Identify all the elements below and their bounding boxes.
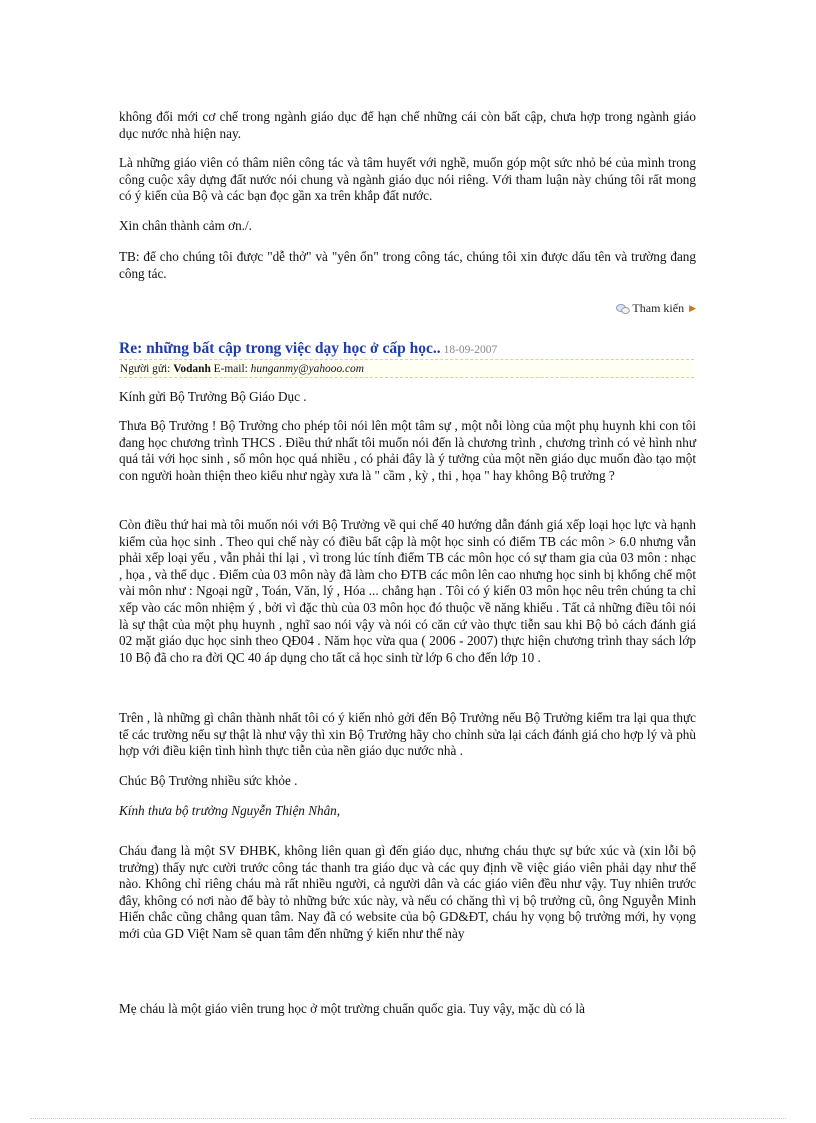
arrow-right-icon: ▶ [689, 303, 696, 313]
post2-paragraph: Kính gửi Bộ Trưởng Bộ Giáo Dục . [119, 389, 307, 404]
post-title[interactable]: Re: những bất cập trong việc dạy học ở cấp học.. [119, 340, 441, 357]
post2-paragraph: Còn điều thứ hai mà tôi muốn nói với Bộ Trưởng về qui chế 40 hướng dẫn đánh giá xếp loại học lực và hạnh kiểm của học sinh . Theo qui chế này có điều bất cập là một học sinh có điểm TB các môn > 6.0 nhưng vẫn phải xếp loại yếu , vẫn phải thi lại , vì trong lúc tính điểm TB các môn học có sự tham gia của 03 môn : nhạc , họa , và thể dục . Điểm của 03 môn này đã làm cho ĐTB các môn lên cao nhưng học sinh bị khống chế một vài môn như : Ngoại ngữ , Toán, Văn, lý , Hóa ... chẳng hạn . Tôi có ý kiến 03 môn học nêu trên chúng ta chỉ xếp vào các môn nhiệm ý , bởi vì đặc thù của 03 môn học đó thuộc về năng khiếu . Tất cả những điều tôi nói là sự thật của một phụ huynh , nghĩ sao nói vậy và nói có căn cứ vào thực tiễn sau khi Bộ bỏ cách đánh giá 02 mặt giáo dục học sinh theo QĐ04 . Năm học vừa qua ( 2006 - 2007) thực hiện chương trình thay sách lớp 10 Bộ đã cho ra đời QC 40 áp dụng cho tất cả học sinh từ lớp 6 cho đến lớp 10 . [119, 517, 696, 665]
post3-paragraph: Cháu đang là một SV ĐHBK, không liên quan gì đến giáo dục, nhưng cháu thực sự bức xúc và (xin lỗi bộ trưởng) thấy nực cười trước công tác thanh tra giáo dục và các quy định về việc giáo viên phải dạy như thế nào. Không chỉ riêng cháu mà rất nhiều người, cả người dân và các giáo viên đều như vậy. Tuy nhiên trước đây, không có nơi nào để bày tỏ những bức xúc này, và nếu có chăng thì vị bộ trưởng cũ, ông Nguyễn Minh Hiển chắc cũng chẳng quan tâm. Nay đã có website của bộ GD&ĐT, cháu hy vọng bộ trưởng mới, hy vọng mới của GD Việt Nam sẽ quan tâm đến những ý kiến như thế này [119, 843, 696, 941]
consult-label: Tham kiến [632, 301, 685, 315]
post3-paragraph: Mẹ cháu là một giáo viên trung học ở một trường chuẩn quốc gia. Tuy vậy, mặc dù có là [119, 1001, 585, 1016]
sender-label: Người gửi: [120, 363, 171, 375]
post2-paragraph: Thưa Bộ Trưởng ! Bộ Trưởng cho phép tôi nói lên một tâm sự , một nỗi lòng của một phụ huynh khi con tôi đang học chương trình THCS . Điều thứ nhất tôi muốn nói đến là chương trình , chương trình có vẻ hình như quá tải với học sinh , số môn học quá nhiều , có phải đây là ý tưởng của một nền giáo dục muốn đào tạo một con người hoàn thiện theo kiểu như ngày xưa là " cầm , kỳ , thi , họa " hay không Bộ trưởng ? [119, 418, 696, 483]
post2-paragraph: Chúc Bộ Trưởng nhiều sức khỏe . [119, 773, 298, 788]
post1-paragraph: Là những giáo viên có thâm niên công tác và tâm huyết với nghề, muốn góp một sức nhỏ bé của mình trong công cuộc xây dựng đất nước nói chung và ngành giáo dục nói riêng. Với tham luận này chúng tôi rất mong có ý kiến của Bộ và các bạn đọc gần xa trên khắp đất nước. [119, 155, 696, 204]
consult-icon [616, 303, 630, 315]
post1-paragraph: TB: để cho chúng tôi được "dễ thở" và "yên ổn" trong công tác, chúng tôi xin được dấu tên và trường đang công tác. [119, 249, 696, 281]
post3-greeting: Kính thưa bộ trưởng Nguyễn Thiện Nhân, [119, 803, 341, 818]
post-heading [119, 340, 497, 358]
post-date: 18-09-2007 [443, 344, 498, 356]
post2-paragraph: Trên , là những gì chân thành nhất tôi có ý kiến nhỏ gởi đến Bộ Trưởng nếu Bộ Trưởng kiểm tra lại qua thực tế các trường nếu sự thật là như vậy thì xin Bộ Trưởng hãy cho chỉnh sửa lại cách đánh giá cho hợp lý và phù hợp với điều kiện tình hình thực tiễn của nền giáo dục nước nhà . [119, 710, 696, 759]
consult-link[interactable] [616, 301, 696, 316]
post1-paragraph: không đổi mới cơ chế trong ngành giáo dục để hạn chế những cái còn bất cập, chưa hợp trong ngành giáo dục nước nhà hiện nay. [119, 109, 696, 141]
sender-name: Vodanh [173, 363, 211, 375]
sender-bar [119, 359, 694, 378]
email-label: E-mail: [213, 363, 248, 375]
page-bottom-divider [30, 1118, 786, 1119]
sender-email: hunganmy@yahooo.com [250, 363, 364, 375]
post1-paragraph: Xin chân thành cảm ơn./. [119, 218, 252, 233]
